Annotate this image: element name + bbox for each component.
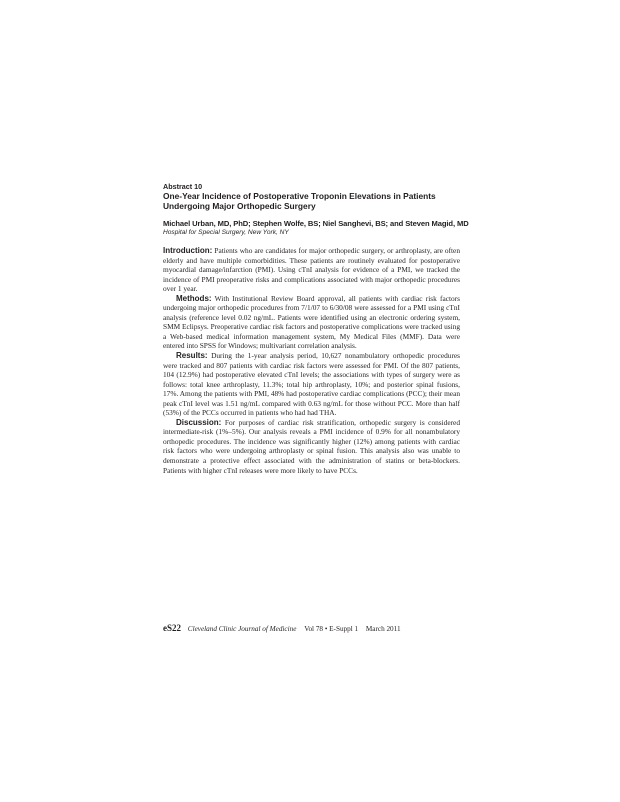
abstract-number: Abstract 10 <box>163 182 203 191</box>
page-footer <box>163 623 460 634</box>
discussion-heading: Discussion: <box>176 417 222 427</box>
abstract-body <box>163 246 460 475</box>
introduction-paragraph <box>163 246 460 294</box>
methods-paragraph <box>163 294 460 351</box>
author-list: Michael Urban, MD, PhD; Stephen Wolfe, BS; Niel Sanghevi, BS; and Steven Magid, MD <box>163 219 469 228</box>
methods-text: With Institutional Review Board approval, all patients with cardiac risk factors undergoing major orthopedic procedures from 7/1/07 to 6/30/08 were assessed for a PMI using cTnI analysis (reference level 0.02 ng/mL. Patients were identified using an electronic ordering system, SMM Eclipsys. Preoperative cardiac risk factors and postoperative complications were tracked using a Web-based medical information management system, My Medical Files (MMF). Data were entered into SPSS for Windows; multivariant correlation analysis. <box>163 293 460 351</box>
discussion-text: For purposes of cardiac risk stratification, orthopedic surgery is considered intermediate-risk (1%–5%). Our analysis reveals a PMI incidence of 0.9% for all nonambulatory orthopedic procedures. The incidence was significantly higher (12%) among patients with cardiac risk factors who were undergoing arthroplasty or spinal fusion. This analysis also was unable to demonstrate a protective effect associated with the administration of statins or beta-blockers. Patients with higher cTnI releases were more likely to have PCCs. <box>163 417 460 475</box>
page-number: eS22 <box>163 623 181 633</box>
abstract-article <box>163 182 469 475</box>
bullet-separator: • <box>324 625 328 633</box>
issue-date: March 2011 <box>365 625 401 633</box>
journal-volume: Vol 78 <box>304 625 324 633</box>
introduction-text: Patients who are candidates for major orthopedic surgery, or arthroplasty, are often elderly and have multiple comorbidities. These patients are routinely evaluated for postoperative myocardial damage/infarction (PMI). Using cTnI analysis for evidence of a PMI, we tracked the incidence of PMI preoperative risks and complications associated with major orthopedic procedures over 1 year. <box>163 246 460 294</box>
results-paragraph <box>163 351 460 418</box>
journal-name: Cleveland Clinic Journal of Medicine <box>187 625 297 633</box>
methods-heading: Methods: <box>176 293 212 303</box>
results-text: During the 1-year analysis period, 10,627 nonambulatory orthopedic procedures were tracked and 807 patients with cardiac risk factors were assessed for PMI. Of the 807 patients, 104 (12.9%) had postoperative elevated cTnI levels; the associations with types of surgery were as follows: total knee arthroplasty, 11.3%; total hip arthroplasty, 10%; and posterior spinal fusions, 17%. Among the patients with PMI, 48% had postoperative cardiac complications (PCC); their mean peak cTnI level was 1.51 ng/mL compared with 0.63 ng/mL for those without PCC. More than half (53%) of the PCCs occurred in patients who had had THA. <box>163 351 461 418</box>
results-heading: Results: <box>176 351 208 361</box>
abstract-title: One-Year Incidence of Postoperative Troponin Elevations in Patients Undergoing Major Orthopedic Surgery <box>163 191 436 211</box>
journal-supplement: E-Suppl 1 <box>329 625 359 633</box>
introduction-heading: Introduction: <box>163 246 213 255</box>
author-affiliation: Hospital for Special Surgery, New York, NY <box>163 229 289 236</box>
discussion-paragraph <box>163 418 460 475</box>
